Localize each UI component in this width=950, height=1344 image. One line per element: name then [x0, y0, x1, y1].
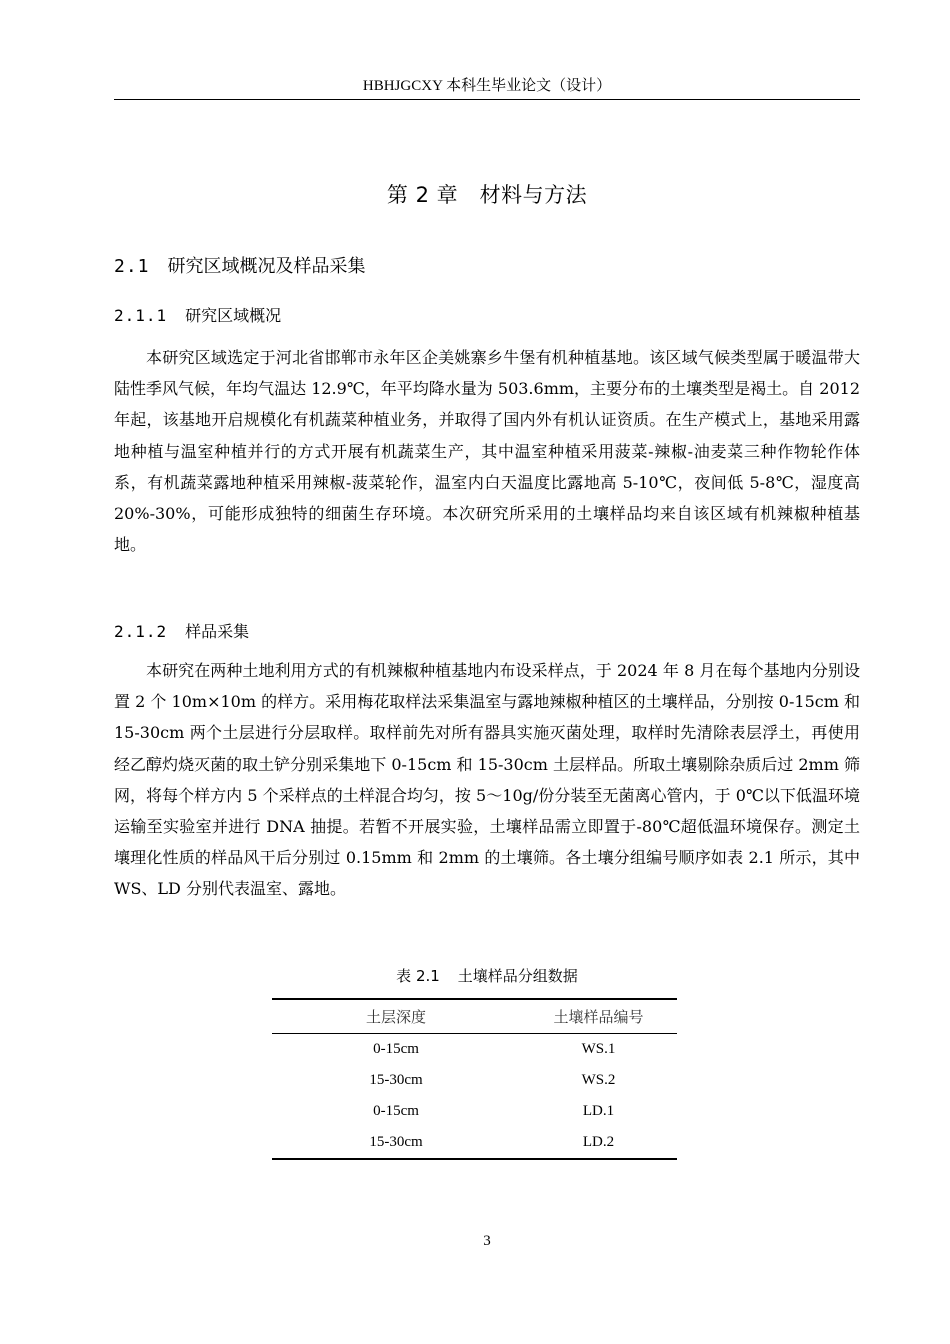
subsection-heading-2-1-1	[114, 304, 281, 328]
section-number: 2.1	[114, 256, 150, 277]
subsection-title: 研究区域概况	[185, 306, 282, 325]
cell-depth: 0-15cm	[373, 1103, 419, 1119]
table-row	[272, 1065, 677, 1096]
page-number: 3	[483, 1233, 491, 1249]
cell-depth: 15-30cm	[272, 1127, 520, 1159]
table-row	[272, 1034, 677, 1066]
table-caption	[114, 964, 860, 988]
subsection-number: 2.1.2	[114, 622, 168, 641]
table-header-row	[272, 999, 677, 1034]
header-rule	[114, 99, 860, 100]
column-header-sample-id: 土壤样品编号	[520, 999, 677, 1034]
cell-sample-id: LD.1	[582, 1103, 615, 1119]
column-header-depth: 土层深度	[272, 999, 520, 1034]
subsection-title: 样品采集	[185, 622, 250, 641]
section-title: 研究区域概况及样品采集	[167, 256, 366, 277]
paragraph-study-area: 本研究区域选定于河北省邯郸市永年区企美姚寨乡牛堡有机种植基地。该区域气候类型属于暖温带大陆性季风气候，年均气温达 12.9℃，年平均降水量为 503.6mm，主要分布的土壤类型是褐土。自 2012 年起，该基地开启规模化有机蔬菜种植业务，并取得了国内外有机认证资质。在生产模式上，基地采用露地种植与温室种植并行的方式开展有机蔬菜生产，其中温室种植采用菠菜-辣椒-油麦菜三种作物轮作体系，有机蔬菜露地种植采用辣椒-菠菜轮作，温室内白天温度比露地高 5-10℃，夜间低 5-8℃，湿度高 20%-30%，可能形成独特的细菌生存环境。本次研究所采用的土壤样品均来自该区域有机辣椒种植基地。	[114, 348, 860, 555]
chapter-title: 第 2 章 材料与方法	[386, 183, 588, 207]
cell-depth: 0-15cm	[373, 1041, 419, 1057]
table-caption-title: 土壤样品分组数据	[457, 967, 578, 985]
cell-depth: 15-30cm	[369, 1072, 423, 1088]
table-row	[272, 1127, 677, 1159]
soil-sample-table	[272, 998, 677, 1160]
subsection-number: 2.1.1	[114, 306, 168, 325]
subsection-heading-2-1-2	[114, 620, 249, 644]
section-heading-2-1	[114, 254, 366, 280]
cell-sample-id: WS.1	[581, 1041, 616, 1057]
cell-sample-id: WS.2	[581, 1072, 616, 1088]
running-header: HBHJGCXY 本科生毕业论文（设计）	[362, 78, 612, 94]
table-caption-number: 表 2.1	[396, 967, 440, 985]
table-row	[272, 1096, 677, 1127]
paragraph-sampling: 本研究在两种土地利用方式的有机辣椒种植基地内布设采样点，于 2024 年 8 月在每个基地内分别设置 2 个 10m×10m 的样方。采用梅花取样法采集温室与露地辣椒种植区的土壤样品，分别按 0-15cm 和 15-30cm 两个土层进行分层取样。取样前先对所有器具实施灭菌处理，取样时先清除表层浮土，再使用经乙醇灼烧灭菌的取土铲分别采集地下 0-15cm 和 15-30cm 土层样品。所取土壤剔除杂质后过 2mm 筛网，将每个样方内 5 个采样点的土样混合均匀，按 5～10g/份分装至无菌离心管内，于 0℃以下低温环境运输至实验室并进行 DNA 抽提。若暂不开展实验，土壤样品需立即置于-80℃超低温环境保存。测定土壤理化性质的样品风干后分别过 0.15mm 和 2mm 的土壤筛。各土壤分组编号顺序如表 2.1 所示，其中 WS、LD 分别代表温室、露地。	[114, 661, 860, 899]
cell-sample-id: LD.2	[520, 1127, 677, 1159]
